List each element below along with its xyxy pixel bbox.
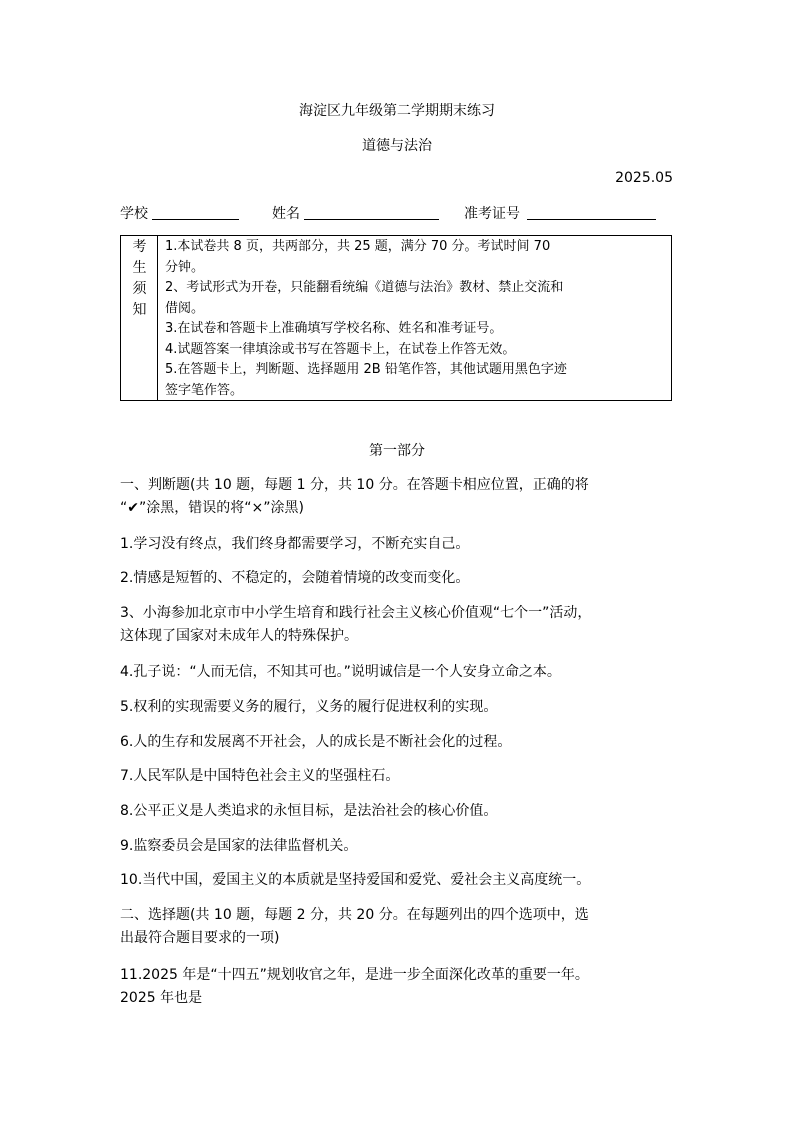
notice-line: 5.在答题卡上，判断题、选择题用 2B 铅笔作答，其他试题用黑色字迹 xyxy=(165,362,567,377)
part-one-heading: 第一部分 xyxy=(369,443,425,459)
question-item xyxy=(120,602,680,648)
question-item xyxy=(120,765,680,788)
notice-line: 4.试题答案一律填涂或书写在答题卡上，在试卷上作答无效。 xyxy=(165,341,516,357)
notice-content xyxy=(165,237,665,401)
question-text: 10.当代中国，爱国主义的本质就是坚持爱国和爱党、爱社会主义高度统一。 xyxy=(120,872,591,888)
exam-id-label: 准考证号 xyxy=(464,206,520,222)
question-text: 2.情感是短暂的、不稳定的，会随着情境的改变而变化。 xyxy=(120,570,470,586)
notice-line: 3.在试卷和答题卡上准确填写学校名称、姓名和准考证号。 xyxy=(165,321,503,336)
question-item xyxy=(120,731,680,754)
instruction-line: 二、选择题(共 10 题，每题 2 分，共 20 分。在每题列出的四个选项中，选 xyxy=(120,907,589,923)
question-text: 8.公平正义是人类追求的永恒目标，是法治社会的核心价值。 xyxy=(120,803,498,819)
name-blank[interactable] xyxy=(304,219,439,220)
name-label: 姓名 xyxy=(272,206,300,222)
school-blank[interactable] xyxy=(152,219,239,220)
candidate-notice-box xyxy=(120,235,672,401)
question-item xyxy=(120,800,680,823)
judge-section-instructions xyxy=(120,474,680,520)
notice-line: 签字笔作答。 xyxy=(165,382,244,398)
question-text: 3、小海参加北京市中小学生培育和践行社会主义核心价值观“七个一”活动， xyxy=(120,605,592,621)
exam-id-blank[interactable] xyxy=(527,219,656,220)
question-text: 2025 年也是 xyxy=(120,990,203,1006)
notice-heading-char: 考 xyxy=(132,239,147,255)
question-item xyxy=(120,869,680,892)
instruction-line: “✔”涂黑，错误的将“×”涂黑) xyxy=(120,500,304,516)
instruction-line: 出最符合题目要求的一项) xyxy=(120,930,280,946)
question-text: 7.人民军队是中国特色社会主义的坚强柱石。 xyxy=(120,768,400,784)
question-item xyxy=(120,835,680,858)
exam-date: 2025.05 xyxy=(615,170,673,186)
question-text: 4.孔子说：“人而无信，不知其可也。”说明诚信是一个人安身立命之本。 xyxy=(120,664,561,680)
notice-heading-char: 须 xyxy=(132,281,147,297)
question-item xyxy=(120,696,680,719)
subject-title: 道德与法治 xyxy=(362,138,432,154)
notice-line: 1.本试卷共 8 页，共两部分，共 25 题，满分 70 分。考试时间 70 xyxy=(165,239,551,254)
notice-line: 借阅。 xyxy=(165,300,205,316)
question-item xyxy=(120,533,680,556)
question-text: 5.权利的实现需要义务的履行，义务的履行促进权利的实现。 xyxy=(120,699,498,715)
question-item xyxy=(120,661,680,684)
exam-title: 海淀区九年级第二学期期末练习 xyxy=(299,103,495,119)
notice-line: 分钟。 xyxy=(165,259,205,275)
question-item xyxy=(120,567,680,590)
instruction-line: 一、判断题(共 10 题，每题 1 分，共 10 分。在答题卡相应位置，正确的将 xyxy=(120,477,589,493)
question-text: 9.监察委员会是国家的法律监督机关。 xyxy=(120,838,358,854)
question-text: 1.学习没有终点，我们终身都需要学习，不断充实自己。 xyxy=(120,536,470,552)
notice-heading-char: 生 xyxy=(132,260,147,276)
question-text: 这体现了国家对未成年人的特殊保护。 xyxy=(120,628,358,644)
choice-section-instructions xyxy=(120,904,680,950)
notice-heading-char: 知 xyxy=(132,302,147,318)
notice-line: 2、考试形式为开卷，只能翻看统编《道德与法治》教材、禁止交流和 xyxy=(165,280,564,295)
school-label: 学校 xyxy=(120,206,148,222)
notice-heading xyxy=(121,236,158,400)
question-text: 6.人的生存和发展离不开社会，人的成长是不断社会化的过程。 xyxy=(120,734,512,750)
question-item xyxy=(120,964,680,1010)
question-text: 11.2025 年是“十四五”规划收官之年，是进一步全面深化改革的重要一年。 xyxy=(120,967,589,983)
